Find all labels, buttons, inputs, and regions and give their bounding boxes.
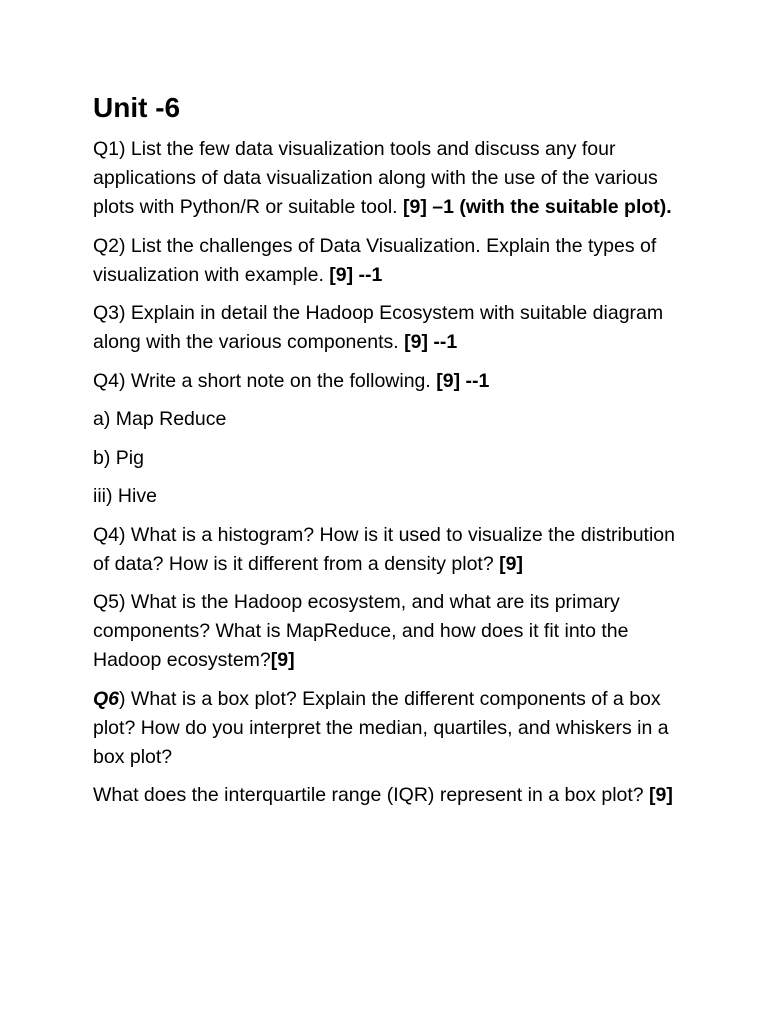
document-page — [93, 90, 693, 820]
question-4-histogram — [93, 521, 693, 579]
marks-label: [9] — [499, 552, 523, 575]
question-6 — [93, 685, 693, 772]
question-text: Q5) What is the Hadoop ecosystem, and what are its primary components? What is MapReduce, and how does it fit into the Hadoop ecosystem? — [93, 591, 629, 671]
marks-label: [9] — [649, 784, 673, 806]
question-6-continued — [93, 781, 693, 810]
marks-label: [9] --1 — [404, 331, 458, 353]
question-text: What does the interquartile range (IQR) represent in a box plot? — [93, 784, 650, 806]
question-2 — [93, 232, 693, 290]
sub-item-c: iii) Hive — [93, 485, 157, 507]
marks-label: [9] — [270, 649, 295, 671]
question-label: Q6 — [93, 687, 120, 710]
marks-label: [9] --1 — [436, 369, 490, 392]
question-text: Q3) Explain in detail the Hadoop Ecosystem with suitable diagram along with the various components. — [93, 302, 664, 353]
question-text: Q1) List the few data visualization tools and discuss any four applications of data visualization along with the use of the various plots with Python/R or suitable tool. — [93, 138, 658, 218]
question-4-short-note — [93, 367, 693, 396]
question-1 — [93, 135, 693, 222]
question-text: Q4) What is a histogram? How is it used to visualize the distribution of data? How is it different from a density plot? — [93, 523, 676, 575]
question-5 — [93, 588, 693, 675]
question-text: Q4) Write a short note on the following. — [93, 369, 437, 392]
page-title: Unit -6 — [93, 92, 181, 123]
question-text: ) What is a box plot? Explain the different components of a box plot? How do you interpret the median, quartiles, and whiskers in a box plot? — [93, 687, 669, 768]
marks-label: [9] –1 (with the suitable plot). — [403, 196, 672, 218]
question-3 — [93, 299, 693, 357]
question-text: Q2) List the challenges of Data Visualization. Explain the types of visualization with example. — [93, 234, 657, 286]
sub-item-b: b) Pig — [93, 446, 144, 469]
marks-label: [9] --1 — [329, 263, 383, 286]
sub-item-a: a) Map Reduce — [93, 408, 227, 430]
